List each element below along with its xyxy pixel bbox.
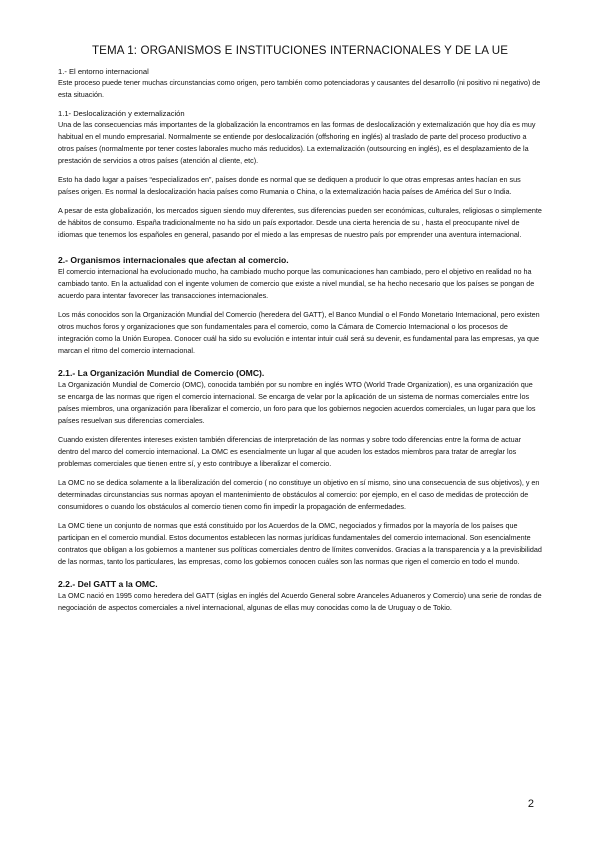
section-heading: 2.- Organismos internacionales que afectan al comercio. <box>58 255 289 265</box>
paragraph: La OMC tiene un conjunto de normas que está constituido por los Acuerdos de la OMC, negociados y firmados por la mayoría de los países que participan en el comercio mundial. Estos documentos establecen las normas jurídicas fundamentales del comercio internacional. Son esencialmente contratos que obligan a los gobiernos a mantener sus políticas comerciales dentro de límites convenidos. Gracias a la transparencia y a la previsibilidad de las normas, tanto los particulares, las empresas, como los gobiernos conocen cuáles son las normas que rigen el comercio en todo el mundo. <box>58 521 542 566</box>
paragraph: El comercio internacional ha evolucionado mucho, ha cambiado mucho porque las comunicaciones han cambiado, pero el objetivo en realidad no ha cambiado tanto. En la actualidad con el ingente volumen de comercio que existe a nivel mundial, se ha hecho necesario que los países se pongan de acuerdo para intentar favorecer las transacciones internacionales. <box>58 267 535 300</box>
subsection-heading: 2.1.- La Organización Mundial de Comercio (OMC). <box>58 368 265 378</box>
page-title: TEMA 1: ORGANISMOS E INSTITUCIONES INTERNACIONALES Y DE LA UE <box>91 44 509 57</box>
subsection-heading: 1.1- Deslocalización y externalización <box>58 109 185 118</box>
paragraph: Esto ha dado lugar a países “especializados en”, países donde es normal que se dediquen a producir lo que otras empresas antes hacían en sus países origen. Es normal la deslocalización hacia países como Rumania o China, o la externalización hacia países de América del Sur o India. <box>58 175 521 196</box>
paragraph: La OMC no se dedica solamente a la liberalización del comercio ( no constituye un objetivo en sí mismo, sino una consecuencia de sus objetivos), y en determinadas circunstancias sus normas apoyan el mantenimiento de obstáculos al comercio: por ejemplo, en el caso de medidas de protección de consumidores o cuando los obstáculos al comercio tienen como fin impedir la propagación de enfermedades. <box>58 478 540 511</box>
paragraph: Este proceso puede tener muchas circunstancias como origen, pero también como potenciadoras y causantes del desarrollo (ni positivo ni negativo) de esta situación. <box>58 78 541 99</box>
section-heading: 1.- El entorno internacional <box>58 67 149 76</box>
paragraph: La OMC nació en 1995 como heredera del GATT (siglas en inglés del Acuerdo General sobre Aranceles Aduaneros y Comercio) una serie de rondas de negociación de aspectos comerciales a nivel internacional, algunas de ellas muy conocidas como la de Uruguay o de Tokio. <box>58 591 542 612</box>
paragraph: Cuando existen diferentes intereses existen también diferencias de interpretación de las normas y sobre todo diferencias entre la forma de actuar dentro del marco del comercio internacional. La OMC es esencialmente un lugar al que acuden los estados miembros para tratar de arreglar los problemas comerciales que tienen entre sí, y esto contribuye a liberalizar el comercio. <box>58 435 522 468</box>
document-body <box>58 66 542 614</box>
paragraph: Los más conocidos son la Organización Mundial del Comercio (heredera del GATT), el Banco Mundial o el Fondo Monetario Internacional, pero existen otros muchos foros y organizaciones que son fundamentales para el comercio, como la Cámara de Comercio Internacional o los procesos de integración como la Unión Europea. Conocer cuál ha sido su evolución e intentar intuir cuál será su devenir, es fundamental para las empresas, ya que marcan el ritmo del comercio internacional. <box>58 310 540 355</box>
paragraph: Una de las consecuencias más importantes de la globalización la encontramos en las formas de deslocalización y externalización que hoy día es muy habitual en el mundo empresarial. Normalmente se entiende por deslocalización (offshoring en inglés) al traslado de parte del proceso productivo a otros países (normalmente por tener costes laborales mucho más reducidos). La externalización (outsourcing en inglés), es el desplazamiento de la prestación de servicios a otros países (atención al cliente, etc). <box>58 120 536 165</box>
paragraph: A pesar de esta globalización, los mercados siguen siendo muy diferentes, sus diferencias pueden ser económicas, culturales, religiosas o simplemente de hábitos de consumo. España tradicionalmente no ha sido un país exportador. Desde una cierta herencia de su , hasta el preocupante nivel de idiomas que tenemos los españoles en general, pasando por el miedo a las empresas de nuestro país por emprender una aventura internacional. <box>58 206 542 239</box>
paragraph: La Organización Mundial de Comercio (OMC), conocida también por su nombre en inglés WTO (World Trade Organization), es una organización que se encarga de las normas que rigen el comercio internacional. Se encarga de velar por la aplicación de un sistema de normas comerciales entre los países miembros, una organización para liberalizar el comercio, un foro para que los gobiernos negocien acuerdos comerciales, un lugar para que los países resuelvan sus diferencias comerciales. <box>58 380 536 425</box>
subsection-heading: 2.2.- Del GATT a la OMC. <box>58 579 158 589</box>
page-number: 2 <box>527 798 534 810</box>
